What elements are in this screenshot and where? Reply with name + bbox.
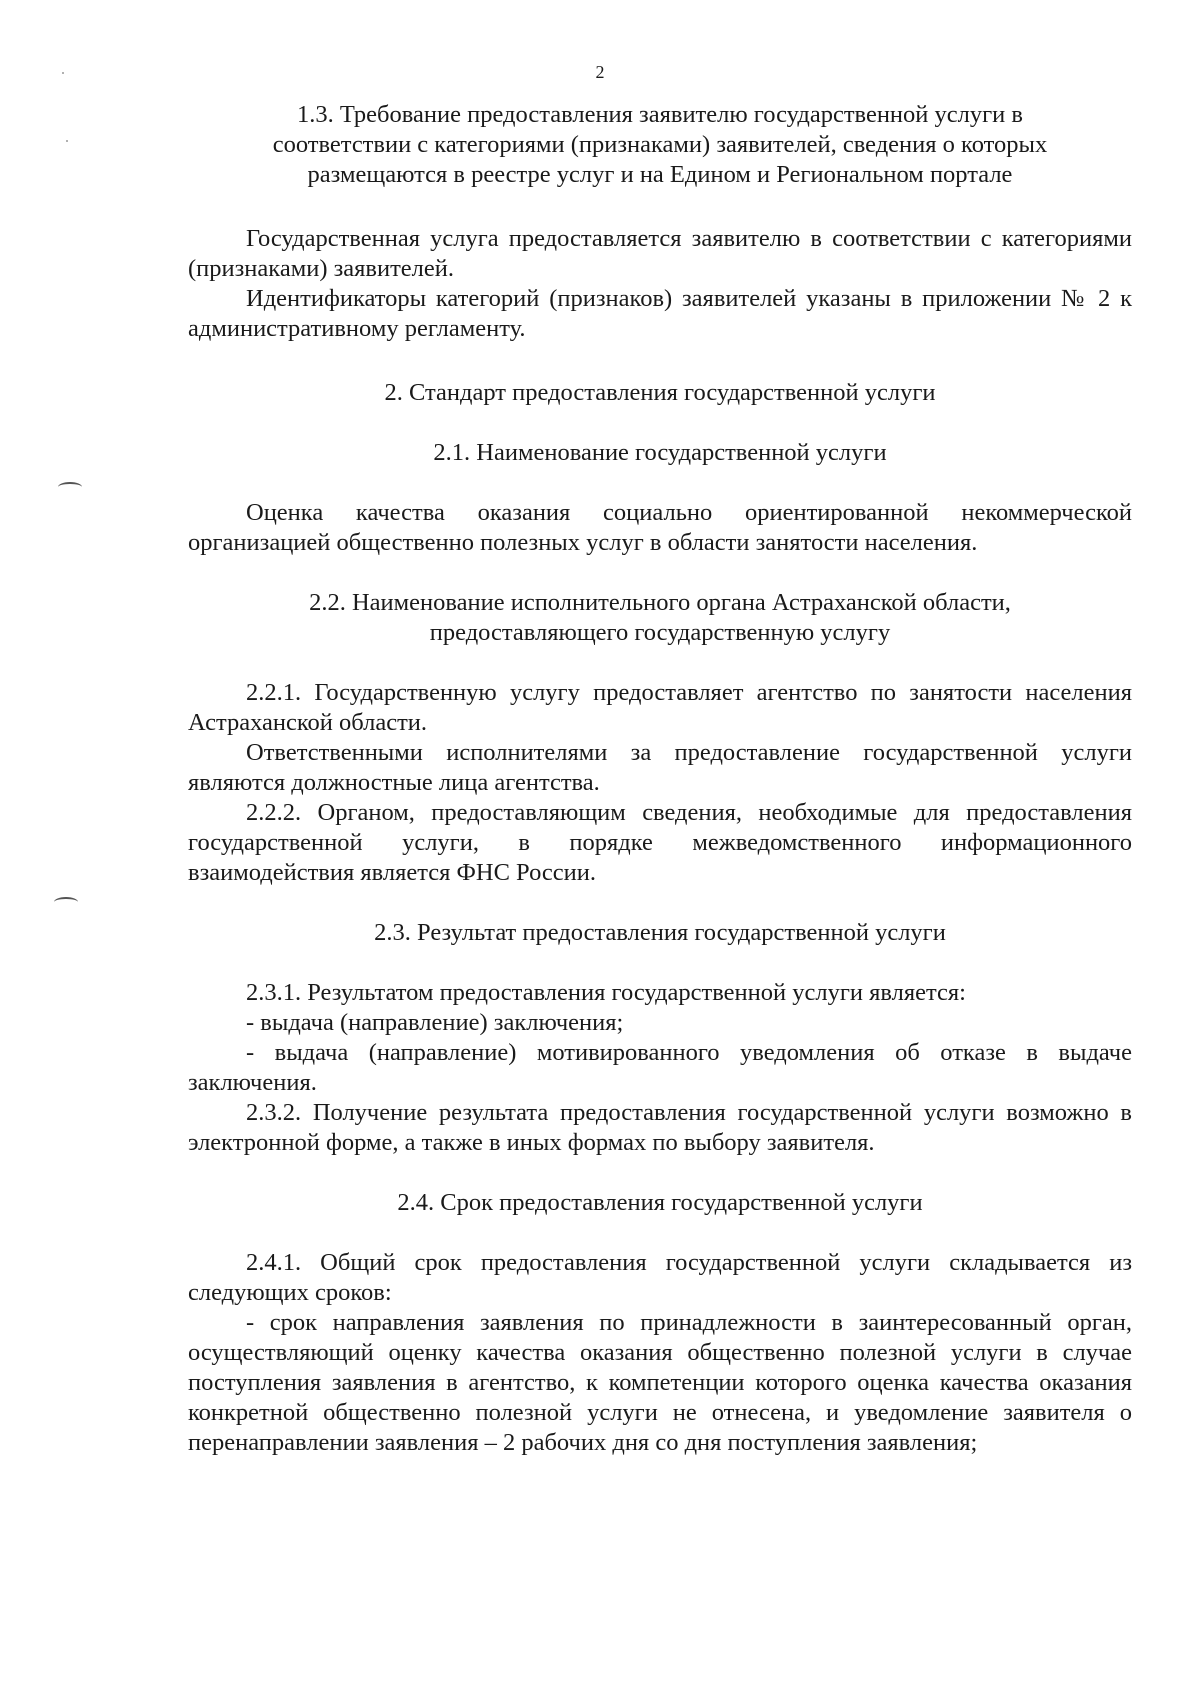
heading-line: 2.2. Наименование исполнительного органа Астраханской области, xyxy=(309,589,1011,616)
paragraph: Государственная услуга предоставляется заявителю в соответствии с категориями (признаками) заявителей. xyxy=(188,225,1132,282)
paragraph: 2.2.1. Государственную услугу предоставляет агентство по занятости населения Астраханской области. xyxy=(188,679,1132,736)
page-number: 2 xyxy=(595,62,605,82)
paragraph: 2.3.2. Получение результата предоставления государственной услуги возможно в электронной форме, а также в иных формах по выбору заявителя. xyxy=(188,1099,1132,1156)
paragraph: 2.3.1. Результатом предоставления государственной услуги является: xyxy=(246,979,966,1006)
paragraph: Ответственными исполнителями за предоставление государственной услуги являются должностные лица агентства. xyxy=(188,739,1132,796)
heading-line: размещаются в реестре услуг и на Едином и Региональном портале xyxy=(307,161,1013,188)
list-item: - срок направления заявления по принадлежности в заинтересованный орган, осуществляющий оценку качества оказания общественно полезной услуги в случае поступления заявления в агентство, к компетенции которого оценка качества оказания конкретной общественно полезной услуги не отнесена, и уведомление заявителя о перенаправлении заявления – 2 рабочих дня со дня поступления заявления; xyxy=(188,1309,1132,1456)
heading-line: 1.3. Требование предоставления заявителю государственной услуги в xyxy=(297,101,1023,128)
list-item: - выдача (направление) заключения; xyxy=(246,1009,624,1036)
heading-line: предоставляющего государственную услугу xyxy=(429,619,891,646)
section-heading-2: 2. Стандарт предоставления государственной услуги xyxy=(384,379,936,406)
paragraph: Идентификаторы категорий (признаков) заявителей указаны в приложении № 2 к административному регламенту. xyxy=(188,285,1132,342)
section-heading-2-2 xyxy=(188,588,1132,648)
paragraph: Оценка качества оказания социально ориентированной некоммерческой организацией общественно полезных услуг в области занятости населения. xyxy=(188,499,1132,556)
heading-line: соответствии с категориями (признаками) заявителей, сведения о которых xyxy=(272,131,1048,158)
scan-mark xyxy=(54,897,78,907)
scan-mark xyxy=(58,482,82,492)
scan-speck xyxy=(66,140,68,142)
section-heading-1-3 xyxy=(188,100,1132,190)
paragraph: 2.2.2. Органом, предоставляющим сведения, необходимые для предоставления государственной услуги, в порядке межведомственного информационного взаимодействия является ФНС России. xyxy=(188,799,1132,886)
document-body xyxy=(188,100,1132,1458)
section-heading-2-3: 2.3. Результат предоставления государственной услуги xyxy=(374,919,946,946)
paragraph: 2.4.1. Общий срок предоставления государственной услуги складывается из следующих сроков: xyxy=(188,1249,1132,1306)
section-heading-2-1: 2.1. Наименование государственной услуги xyxy=(433,439,887,466)
section-heading-2-4: 2.4. Срок предоставления государственной услуги xyxy=(397,1189,923,1216)
list-item: - выдача (направление) мотивированного уведомления об отказе в выдаче заключения. xyxy=(188,1039,1132,1096)
